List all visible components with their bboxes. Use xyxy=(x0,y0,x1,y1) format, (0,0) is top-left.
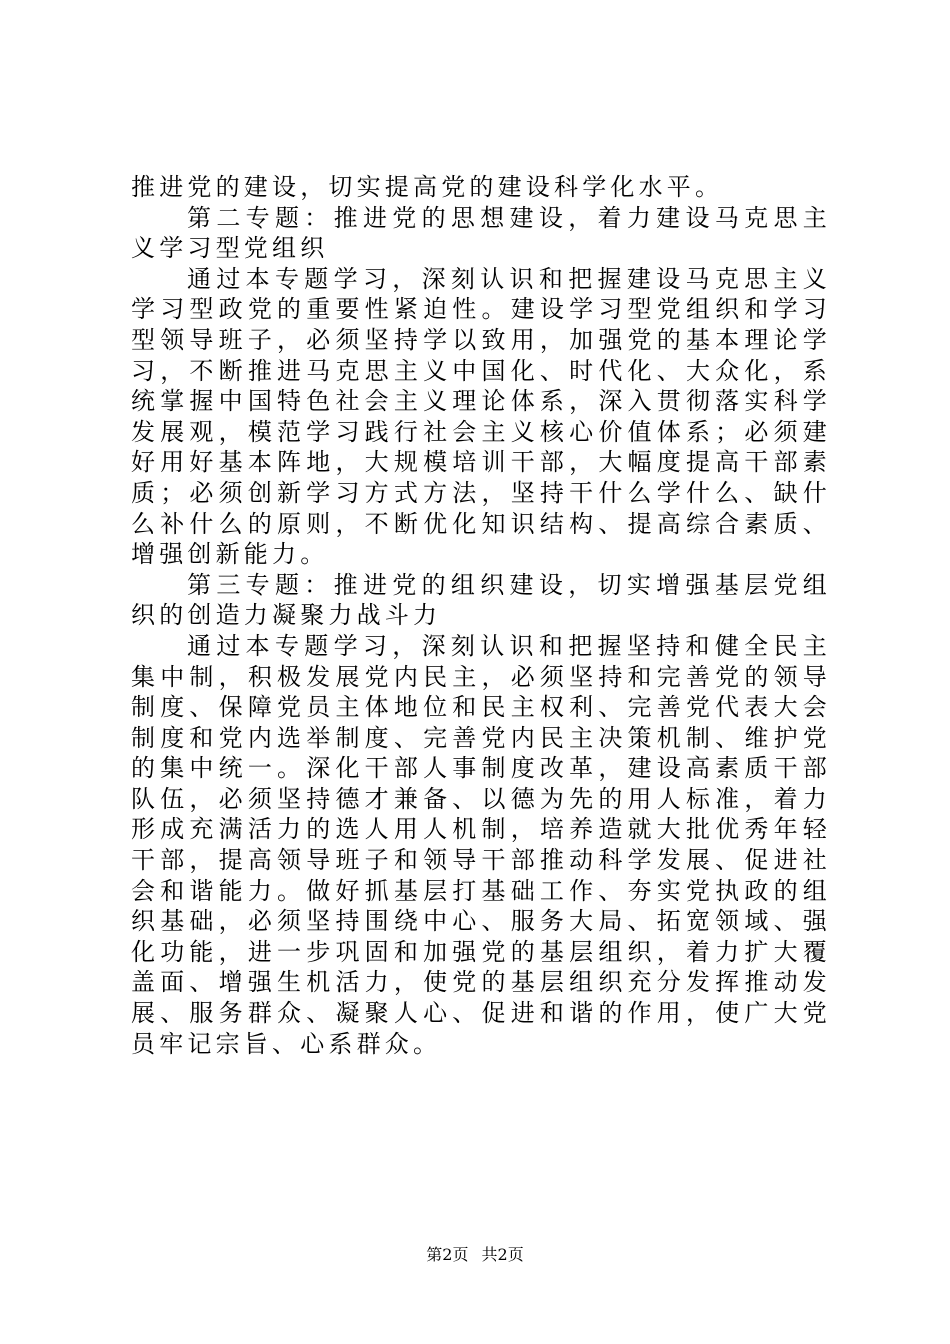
page-number: 第2页 xyxy=(426,1245,469,1264)
page-footer xyxy=(0,1245,950,1265)
heading-topic-two: 第二专题：推进党的思想建设，着力建设马克思主义学习型党组织 xyxy=(131,203,831,263)
heading-topic-three: 第三专题：推进党的组织建设，切实增强基层党组织的创造力凝聚力战斗力 xyxy=(131,570,831,630)
paragraph-topic-three-body: 通过本专题学习，深刻认识和把握坚持和健全民主集中制，积极发展党内民主，必须坚持和完善党的领导制度、保障党员主体地位和民主权利、完善党代表大会制度和党内选举制度、完善党内民主决策机制、维护党的集中统一。深化干部人事制度改革，建设高素质干部队伍，必须坚持德才兼备、以德为先的用人标准，着力形成充满活力的选人用人机制，培养造就大批优秀年轻干部，提高领导班子和领导干部推动科学发展、促进社会和谐能力。做好抓基层打基础工作、夯实党执政的组织基础，必须坚持围绕中心、服务大局、拓宽领域、强化功能，进一步巩固和加强党的基层组织，着力扩大覆盖面、增强生机活力，使党的基层组织充分发挥推动发展、服务群众、凝聚人心、促进和谐的作用，使广大党员牢记宗旨、心系群众。 xyxy=(131,631,831,1058)
paragraph-continuation: 推进党的建设，切实提高党的建设科学化水平。 xyxy=(131,173,724,201)
document-body xyxy=(131,172,831,1059)
paragraph-topic-two-body: 通过本专题学习，深刻认识和把握建设马克思主义学习型政党的重要性紧迫性。建设学习型党组织和学习型领导班子，必须坚持学以致用，加强党的基本理论学习，不断推进马克思主义中国化、时代化、大众化，系统掌握中国特色社会主义理论体系，深入贯彻落实科学发展观，模范学习践行社会主义核心价值体系；必须建好用好基本阵地，大规模培训干部，大幅度提高干部素质；必须创新学习方式方法，坚持干什么学什么、缺什么补什么的原则，不断优化知识结构、提高综合素质、增强创新能力。 xyxy=(131,264,831,569)
page-total: 共2页 xyxy=(481,1245,524,1264)
